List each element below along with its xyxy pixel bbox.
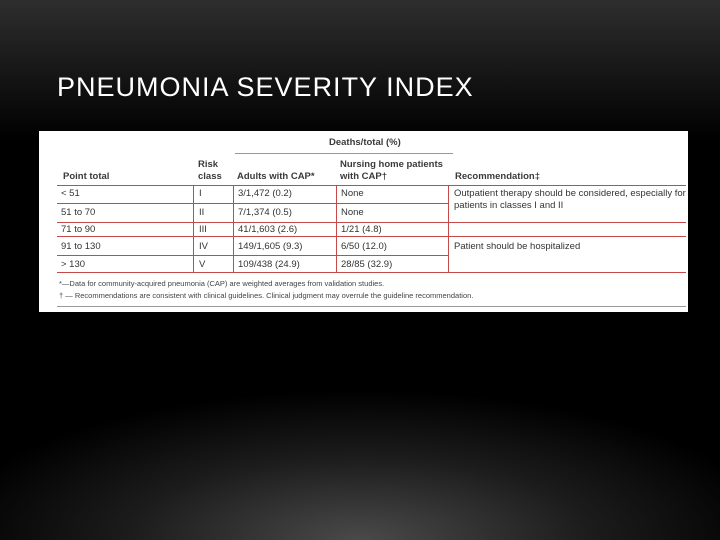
column-divider (336, 185, 337, 272)
cell-points: 71 to 90 (61, 224, 96, 235)
row-rule (57, 222, 686, 223)
row-rule (57, 236, 686, 237)
column-divider (193, 185, 194, 272)
cell-adults: 41/1,603 (2.6) (238, 224, 298, 235)
cell-points: < 51 (61, 188, 80, 199)
cell-nursing: 6/50 (12.0) (341, 241, 387, 252)
cell-class: V (199, 259, 206, 270)
cell-points: 91 to 130 (61, 241, 101, 252)
cell-nursing: None (341, 188, 364, 199)
slide-title: PNEUMONIA SEVERITY INDEX (57, 72, 474, 102)
header-adults: Adults with CAP* (237, 171, 315, 182)
cell-class: III (199, 224, 207, 235)
cell-nursing: 28/85 (32.9) (341, 259, 393, 270)
group-header-rule (235, 153, 453, 154)
cell-points: > 130 (61, 259, 86, 270)
row-rule (57, 255, 448, 256)
table-bottom-rule (57, 272, 686, 273)
cell-nursing: 1/21 (4.8) (341, 224, 382, 235)
header-nursing: Nursing home patients with CAP† (340, 159, 443, 182)
background-gradient (0, 0, 720, 140)
cell-adults: 3/1,472 (0.2) (238, 188, 292, 199)
cell-class: IV (199, 241, 208, 252)
cell-adults: 7/1,374 (0.5) (238, 207, 292, 218)
header-bottom-rule (57, 185, 686, 186)
header-recommendation: Recommendation‡ (455, 171, 540, 182)
footnote-rule (57, 306, 686, 307)
column-divider (233, 185, 234, 272)
footnote-data: *—Data for community-acquired pneumonia (CAP) are weighted averages from validation studies. (59, 279, 385, 288)
cell-adults: 109/438 (24.9) (238, 259, 300, 270)
cell-adults: 149/1,605 (9.3) (238, 241, 303, 252)
cell-points: 51 to 70 (61, 207, 96, 218)
row-rule (57, 203, 448, 204)
cell-class: II (199, 207, 205, 218)
cell-nursing: None (341, 207, 364, 218)
header-point-total: Point total (63, 171, 110, 182)
column-divider (448, 185, 449, 272)
severity-table (39, 131, 688, 312)
recommendation-outpatient: Outpatient therapy should be considered, especially for patients in classes I and II (454, 188, 686, 211)
cell-class: I (199, 188, 202, 199)
deaths-group-header: Deaths/total (%) (329, 137, 401, 148)
header-risk-class: Risk class (198, 159, 222, 182)
footnote-guidelines: † — Recommendations are consistent with clinical guidelines. Clinical judgment may overrule the guideline recommendation. (59, 291, 474, 300)
recommendation-hospitalize: Patient should be hospitalized (454, 241, 581, 252)
